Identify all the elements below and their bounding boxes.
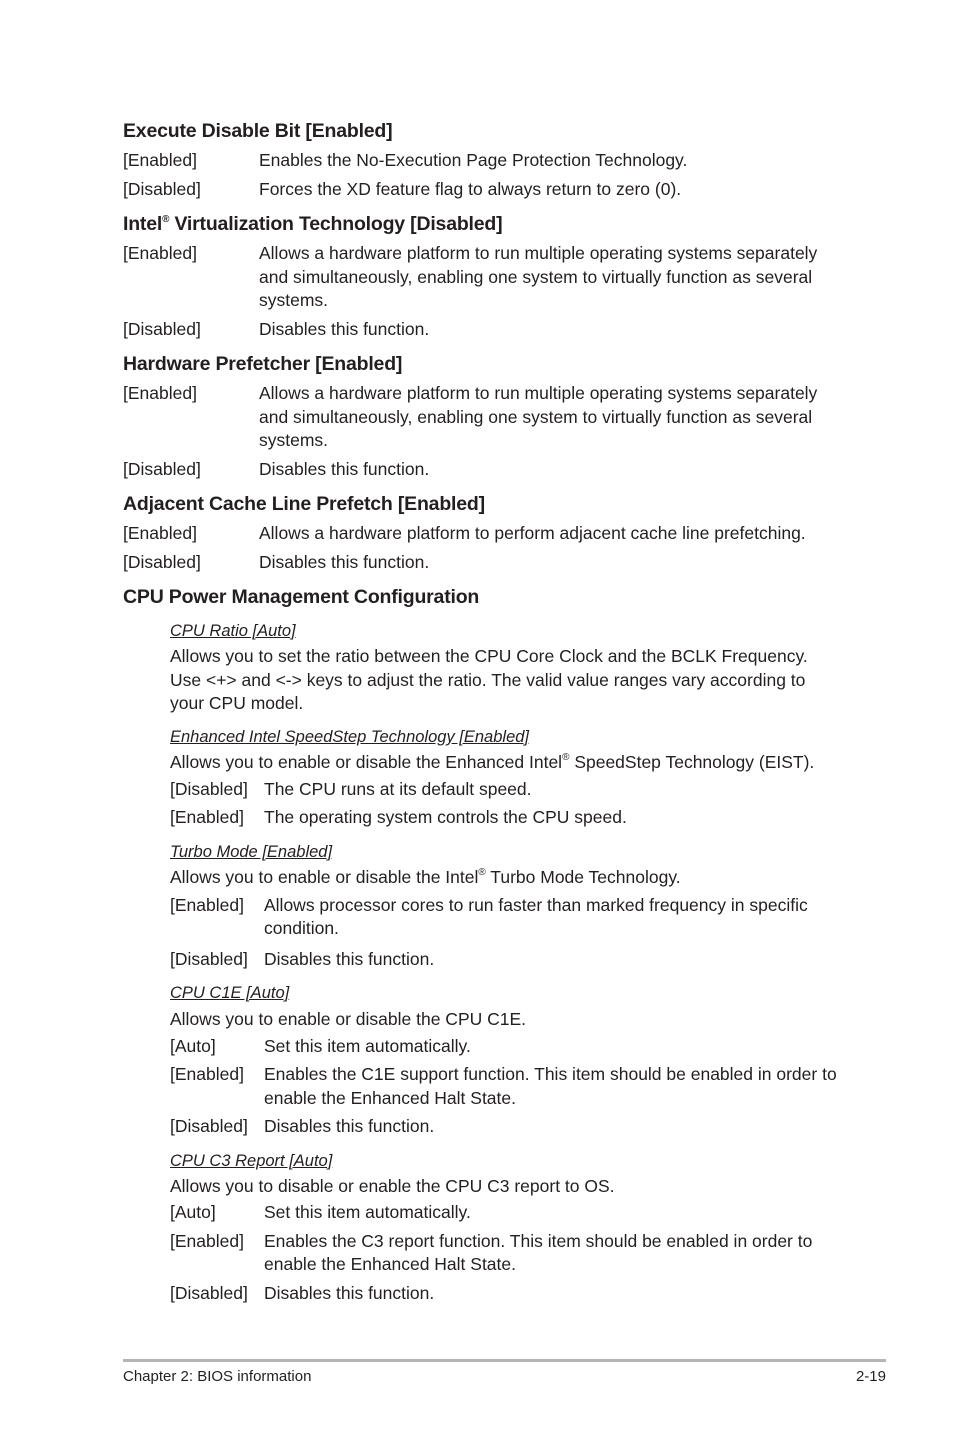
option-row xyxy=(170,1282,843,1306)
registered-mark: ® xyxy=(562,751,570,763)
option-key: [Enabled] xyxy=(123,523,197,543)
section-title: Adjacent Cache Line Prefetch [Enabled] xyxy=(123,493,485,515)
option-key: [Disabled] xyxy=(170,948,248,969)
desc-text: Allows you to enable or disable the Intel xyxy=(170,867,479,887)
option-desc: Enables the C1E support function. This item should be enabled in order to enable the Enhanced Halt State. xyxy=(264,1064,837,1108)
option-row xyxy=(123,458,843,482)
option-row xyxy=(170,1063,843,1110)
option-desc: Allows a hardware platform to run multiple operating systems separately and simultaneously, enabling one system to virtually function as several systems. xyxy=(259,383,818,450)
option-desc: Allows a hardware platform to perform adjacent cache line prefetching. xyxy=(259,523,806,543)
option-key: [Enabled] xyxy=(123,383,197,403)
option-key: [Disabled] xyxy=(170,1116,248,1136)
section-title xyxy=(123,212,843,236)
registered-mark: ® xyxy=(478,867,486,879)
option-desc: Allows processor cores to run faster than marked frequency in specific condition. xyxy=(264,894,808,938)
page-content xyxy=(123,119,843,1305)
footer-chapter: Chapter 2: BIOS information xyxy=(123,1368,312,1385)
option-row xyxy=(123,551,843,575)
option-desc: Disables this function. xyxy=(264,948,435,969)
section-cpu-power-management xyxy=(123,585,843,1305)
option-desc: Disables this function. xyxy=(259,551,430,572)
option-key: [Enabled] xyxy=(170,1230,244,1251)
subsection-desc: Allows you to enable or disable the CPU C1E. xyxy=(170,1009,527,1029)
option-key: [Enabled] xyxy=(123,243,197,263)
desc-text: Allows you to enable or disable the Enhanced Intel xyxy=(170,751,563,772)
section-title: CPU Power Management Configuration xyxy=(123,586,480,608)
option-key: [Enabled] xyxy=(170,894,244,915)
option-key: [Auto] xyxy=(170,1202,216,1222)
title-text: Intel xyxy=(123,213,163,235)
footer-page-number: 2-19 xyxy=(855,1368,886,1385)
subsection-desc: Allows you to disable or enable the CPU C3 report to OS. xyxy=(170,1175,615,1196)
option-key: [Disabled] xyxy=(123,551,201,572)
subsection-title: CPU Ratio [Auto] xyxy=(170,622,296,640)
section-hardware-prefetcher xyxy=(123,352,843,481)
section-title: Execute Disable Bit [Enabled] xyxy=(123,120,393,142)
subsection-cpu-ratio xyxy=(170,620,843,716)
subsection-title: CPU C1E [Auto] xyxy=(170,984,290,1002)
footer-divider xyxy=(123,1359,886,1362)
subsection-desc: Allows you to set the ratio between the CPU Core Clock and the BCLK Frequency. Use <+> and <-> keys to adjust the ratio. The valid value ranges vary according to your CPU model. xyxy=(170,646,808,713)
section-adjacent-cache-line-prefetch xyxy=(123,492,843,574)
subsection-title: Turbo Mode [Enabled] xyxy=(170,843,333,861)
option-desc: Enables the C3 report function. This item should be enabled in order to enable the Enhanced Halt State. xyxy=(264,1230,813,1274)
option-key: [Enabled] xyxy=(170,1064,244,1084)
option-desc: Disables this function. xyxy=(264,1282,435,1303)
option-key: [Disabled] xyxy=(170,779,248,799)
subsection-list xyxy=(170,620,843,1305)
subsection-title: CPU C3 Report [Auto] xyxy=(170,1151,333,1170)
desc-text: Turbo Mode Technology. xyxy=(485,867,681,887)
option-row xyxy=(170,948,843,972)
option-desc: The operating system controls the CPU speed. xyxy=(264,806,627,827)
option-row xyxy=(123,522,843,546)
option-row xyxy=(123,242,843,313)
option-row xyxy=(123,178,843,202)
option-key: [Disabled] xyxy=(123,318,201,339)
option-desc: Forces the XD feature flag to always return to zero (0). xyxy=(259,178,682,199)
desc-text: SpeedStep Technology (EIST). xyxy=(569,751,815,772)
option-row xyxy=(170,778,843,802)
option-desc: Disables this function. xyxy=(259,318,430,339)
option-row xyxy=(170,806,843,830)
option-desc: Enables the No-Execution Page Protection Technology. xyxy=(259,150,688,170)
subsection-eist xyxy=(170,726,843,830)
subsection-cpu-c1e xyxy=(170,982,843,1139)
option-row xyxy=(170,1115,843,1139)
option-desc: Allows a hardware platform to run multiple operating systems separately and simultaneously, enabling one system to virtually function as several systems. xyxy=(259,243,818,310)
option-row xyxy=(170,1035,843,1059)
option-desc: Set this item automatically. xyxy=(264,1035,471,1056)
option-desc: Disables this function. xyxy=(264,1116,435,1136)
subsection-cpu-c3-report xyxy=(170,1150,843,1306)
section-title: Hardware Prefetcher [Enabled] xyxy=(123,353,403,375)
subsection-title: Enhanced Intel SpeedStep Technology [Enabled] xyxy=(170,727,530,746)
option-desc: The CPU runs at its default speed. xyxy=(264,779,532,799)
option-row xyxy=(170,894,843,941)
option-key: [Disabled] xyxy=(123,178,201,199)
option-row xyxy=(170,1201,843,1225)
option-row xyxy=(170,1230,843,1277)
subsection-desc xyxy=(170,866,843,890)
section-execute-disable-bit xyxy=(123,119,843,201)
option-key: [Enabled] xyxy=(170,806,244,827)
option-desc: Set this item automatically. xyxy=(264,1202,471,1222)
option-key: [Enabled] xyxy=(123,150,197,170)
title-text: Virtualization Technology [Disabled] xyxy=(169,213,503,235)
option-desc: Disables this function. xyxy=(259,458,430,479)
option-row xyxy=(123,382,843,453)
option-row xyxy=(123,318,843,342)
option-key: [Disabled] xyxy=(170,1282,248,1303)
subsection-desc xyxy=(170,751,843,775)
registered-mark: ® xyxy=(162,213,170,225)
option-key: [Disabled] xyxy=(123,458,201,479)
subsection-turbo-mode xyxy=(170,841,843,971)
option-row xyxy=(123,149,843,173)
option-key: [Auto] xyxy=(170,1035,216,1056)
section-virtualization-technology xyxy=(123,212,843,341)
